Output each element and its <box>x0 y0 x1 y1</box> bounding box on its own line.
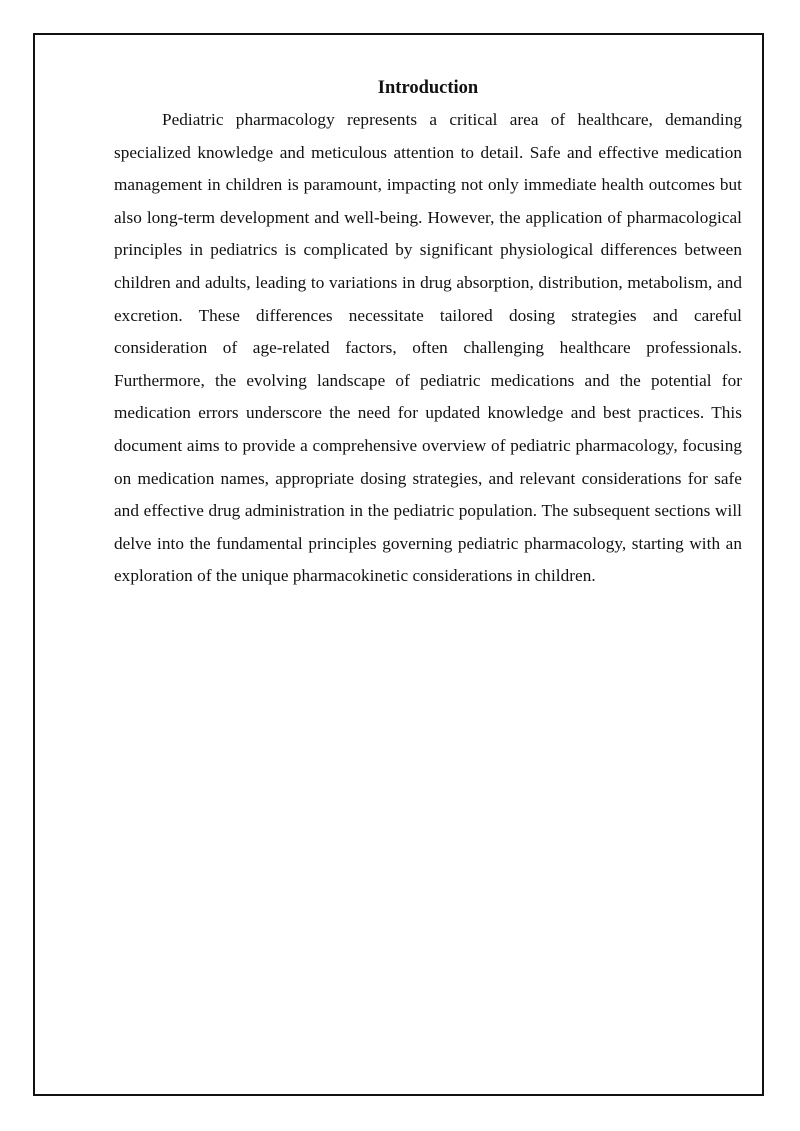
page-content <box>114 76 742 593</box>
body-paragraph: Pediatric pharmacology represents a critical area of healthcare, demanding specialized knowledge and meticulous attention to detail. Safe and effective medication management in children is paramount, impacting not only immediate health outcomes but also long-term development and well-being. However, the application of pharmacological principles in pediatrics is complicated by significant physiological differences between children and adults, leading to variations in drug absorption, distribution, metabolism, and excretion. These differences necessitate tailored dosing strategies and careful consideration of age-related factors, often challenging healthcare professionals. Furthermore, the evolving landscape of pediatric medications and the potential for medication errors underscore the need for updated knowledge and best practices. This document aims to provide a comprehensive overview of pediatric pharmacology, focusing on medication names, appropriate dosing strategies, and relevant considerations for safe and effective drug administration in the pediatric population. The subsequent sections will delve into the fundamental principles governing pediatric pharmacology, starting with an exploration of the unique pharmacokinetic considerations in children. <box>114 110 742 586</box>
section-heading: Introduction <box>377 78 479 98</box>
